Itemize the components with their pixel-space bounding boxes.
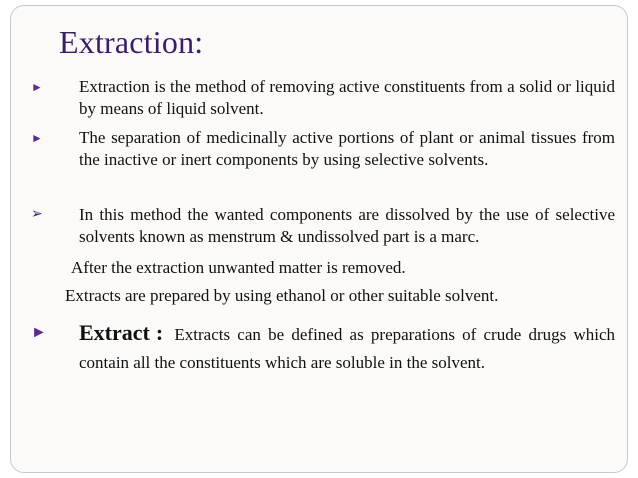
bullet-item bbox=[31, 127, 615, 171]
bullet-item bbox=[31, 76, 615, 120]
bullet-text: In this method the wanted components are dissolved by the use of selective solvents known as menstrum & undissolved part is a marc. bbox=[79, 205, 615, 246]
arrow-bullet-icon: ➢ bbox=[31, 207, 43, 222]
bullet-text: The separation of medicinally active portions of plant or animal tissues from the inactive or inert components by using selective solvents. bbox=[79, 128, 615, 169]
extract-term: Extract bbox=[79, 320, 150, 345]
triangle-bullet-icon: ► bbox=[31, 80, 43, 94]
triangle-bullet-icon: ► bbox=[31, 131, 43, 145]
paragraph-after-extraction: After the extraction unwanted matter is removed. bbox=[71, 258, 406, 277]
triangle-bullet-icon: ► bbox=[31, 324, 47, 341]
paragraph-extracts-prepared: Extracts are prepared by using ethanol or other suitable solvent. bbox=[65, 286, 499, 305]
bullet-text: Extraction is the method of removing active constituents from a solid or liquid by means of liquid solvent. bbox=[79, 77, 615, 118]
bullet-item bbox=[31, 204, 615, 248]
slide bbox=[10, 5, 628, 473]
extract-definition: Extracts can be defined as preparations of crude drugs which contain all the constituents which are soluble in the solvent. bbox=[79, 325, 616, 372]
slide-title: Extraction: bbox=[59, 24, 204, 60]
extract-definition-item bbox=[31, 319, 616, 377]
extract-colon: : bbox=[155, 320, 164, 345]
